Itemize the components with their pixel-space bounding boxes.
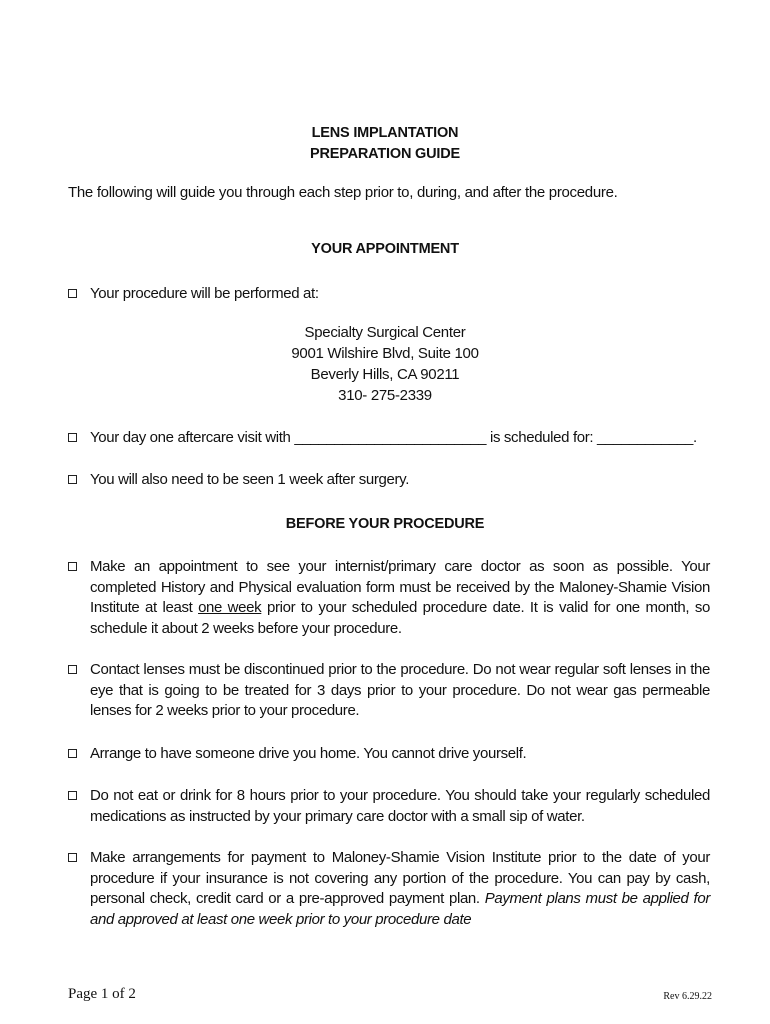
facility-city: Beverly Hills, CA 90211 [310, 366, 460, 383]
before-procedure-heading: BEFORE YOUR PROCEDURE [285, 516, 485, 532]
facility-address [0, 322, 770, 406]
item-text: Your day one aftercare visit with ________________________ is scheduled for: ____________. [90, 429, 697, 446]
item-text: Arrange to have someone drive you home. You cannot drive yourself. [90, 745, 527, 762]
item-text: Make an appointment to see your internist/primary care doctor as soon as possible. Your completed History and Physical evaluation form must be received by the Maloney-Shamie Vision Institute at least one week prior to your scheduled procedure date. It is valid for one month, so schedule it about 2 weeks before your procedure. [90, 558, 710, 638]
item-text: Do not eat or drink for 8 hours prior to your procedure. You should take your regularly scheduled medications as instructed by your primary care doctor with a small sip of water. [90, 787, 710, 825]
item-text: Your procedure will be performed at: [90, 285, 319, 302]
checkbox-icon [68, 791, 77, 800]
item-text: Make arrangements for payment to Maloney-Shamie Vision Institute prior to the date of your procedure if your insurance is not covering any portion of the procedure. You can pay by cash, personal check, credit card or a pre-approved payment plan. Payment plans must be applied for and approved at least one week prior to your procedure date [90, 849, 710, 929]
checkbox-icon [68, 665, 77, 674]
item-text: You will also need to be seen 1 week after surgery. [90, 471, 410, 488]
checkbox-icon [68, 433, 77, 442]
italic-note: Payment plans must be applied for and approved at least one week prior to your procedure date [90, 890, 710, 929]
checkbox-icon [68, 562, 77, 571]
revision-label: Rev 6.29.22 [663, 991, 712, 1002]
facility-name: Specialty Surgical Center [304, 324, 466, 341]
checkbox-icon [68, 475, 77, 484]
underlined-text: one week [198, 599, 262, 617]
page-number: Page 1 of 2 [68, 986, 136, 1002]
checkbox-icon [68, 749, 77, 758]
checkbox-icon [68, 289, 77, 298]
facility-phone: 310- 275-2339 [338, 387, 432, 404]
item-text: Contact lenses must be discontinued prior to the procedure. Do not wear regular soft lenses in the eye that is going to be treated for 3 days prior to your procedure. Do not wear gas permeable lenses for 2 weeks prior to your procedure. [90, 661, 710, 720]
intro-paragraph: The following will guide you through each step prior to, during, and after the procedure. [68, 184, 618, 201]
appointment-heading: YOUR APPOINTMENT [311, 241, 459, 257]
checkbox-icon [68, 853, 77, 862]
document-title-line1: LENS IMPLANTATION [311, 125, 459, 141]
facility-street: 9001 Wilshire Blvd, Suite 100 [291, 345, 479, 362]
document-title-line2: PREPARATION GUIDE [310, 146, 460, 162]
